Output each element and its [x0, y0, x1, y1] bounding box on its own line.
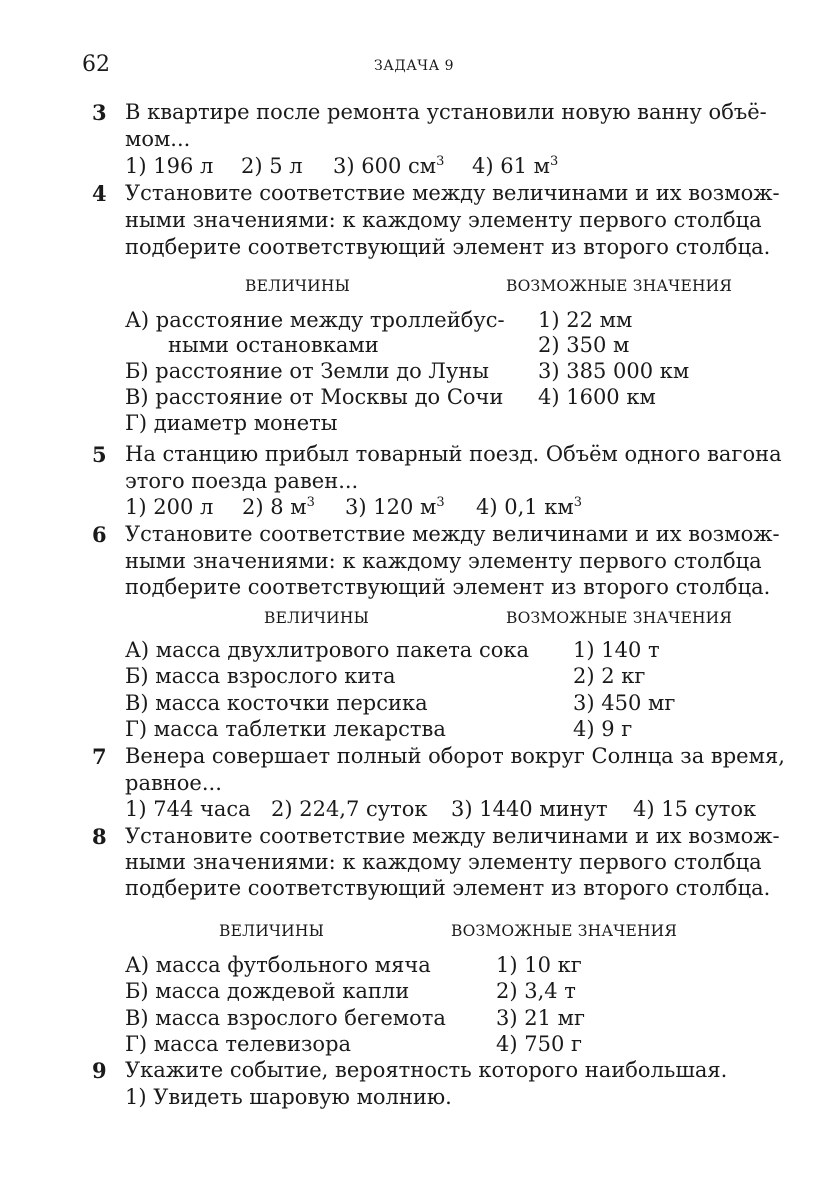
- task-8-left-b: Б) масса дождевой капли: [125, 979, 410, 1003]
- task-4-line-2: ными значениями: к каждому элементу первого столбца: [125, 208, 762, 232]
- task-5-number: 5: [92, 442, 107, 467]
- task-4-col-left-header: ВЕЛИЧИНЫ: [245, 277, 351, 295]
- task-8-col-left-header: ВЕЛИЧИНЫ: [219, 922, 325, 940]
- task-7-number: 7: [92, 744, 107, 769]
- task-6-left-g: Г) масса таблетки лекарства: [125, 717, 446, 741]
- task-5-line-1: На станцию прибыл товарный поезд. Объём одного вагона: [125, 442, 782, 466]
- task-6-right-4: 4) 9 г: [573, 717, 633, 741]
- task-5-option-3: [345, 495, 445, 519]
- task-5-option-3-text: 3) 120 м: [345, 495, 437, 519]
- task-7-option-2: 2) 224,7 суток: [271, 797, 428, 821]
- task-8-number: 8: [92, 824, 107, 849]
- task-4-right-3: 3) 385 000 км: [538, 359, 690, 383]
- task-5-option-4-sup: 3: [573, 495, 583, 510]
- task-9-option-1: 1) Увидеть шаровую молнию.: [125, 1085, 452, 1109]
- task-9-line-1: Укажите событие, вероятность которого наибольшая.: [125, 1058, 728, 1082]
- task-9-number: 9: [92, 1058, 107, 1083]
- task-7-option-3: 3) 1440 минут: [451, 797, 608, 821]
- task-6-number: 6: [92, 522, 107, 547]
- task-5-option-2-sup: 3: [306, 495, 315, 510]
- task-3-number: 3: [92, 100, 107, 125]
- task-5-option-4-text: 4) 0,1 км: [476, 495, 574, 519]
- task-8-col-right-header: ВОЗМОЖНЫЕ ЗНАЧЕНИЯ: [451, 922, 678, 940]
- task-3-option-3-text: 3) 600 см: [333, 154, 437, 178]
- task-6-left-v: В) масса косточки персика: [125, 691, 428, 715]
- task-6-right-3: 3) 450 мг: [573, 691, 676, 715]
- task-8-left-g: Г) масса телевизора: [125, 1032, 352, 1056]
- task-8-line-3: подберите соответствующий элемент из второго столбца.: [125, 876, 771, 900]
- task-6-col-right-header: ВОЗМОЖНЫЕ ЗНАЧЕНИЯ: [506, 609, 733, 627]
- task-4-line-3: подберите соответствующий элемент из второго столбца.: [125, 235, 771, 259]
- task-3-option-2: 2) 5 л: [241, 154, 303, 178]
- task-8-line-2: ными значениями: к каждому элементу первого столбца: [125, 850, 762, 874]
- task-5-line-2: этого поезда равен...: [125, 469, 359, 493]
- task-4-right-1: 1) 22 мм: [538, 308, 633, 332]
- task-6-col-left-header: ВЕЛИЧИНЫ: [264, 609, 370, 627]
- task-4-col-right-header: ВОЗМОЖНЫЕ ЗНАЧЕНИЯ: [506, 277, 733, 295]
- task-5-option-3-sup: 3: [436, 495, 445, 510]
- task-6-line-3: подберите соответствующий элемент из второго столбца.: [125, 575, 771, 599]
- task-3-option-1: 1) 196 л: [125, 154, 214, 178]
- task-8-right-4: 4) 750 г: [496, 1032, 582, 1056]
- task-8-left-a: А) масса футбольного мяча: [125, 953, 431, 977]
- task-6-line-1: Установите соответствие между величинами и их возмож-: [125, 522, 780, 546]
- task-3-line-2: мом...: [125, 127, 191, 151]
- task-8-line-1: Установите соответствие между величинами и их возмож-: [125, 824, 780, 848]
- page-header: ЗАДАЧА 9: [374, 58, 455, 74]
- task-3-option-3-sup: 3: [436, 154, 445, 169]
- task-3-option-4-sup: 3: [549, 154, 559, 169]
- task-4-left-a-cont: ными остановками: [168, 333, 379, 357]
- task-6-right-1: 1) 140 т: [573, 638, 660, 662]
- task-8-left-v: В) масса взрослого бегемота: [125, 1006, 446, 1030]
- task-4-line-1: Установите соответствие между величинами и их возмож-: [125, 181, 780, 205]
- task-4-right-4: 4) 1600 км: [538, 385, 656, 409]
- task-5-option-2-text: 2) 8 м: [242, 495, 307, 519]
- task-3-option-4: [472, 154, 558, 178]
- task-4-left-b: Б) расстояние от Земли до Луны: [125, 359, 490, 383]
- task-5-option-2: [242, 495, 315, 519]
- task-3-option-3: [333, 154, 444, 178]
- task-4-right-2: 2) 350 м: [538, 333, 630, 357]
- task-7-line-1: Венера совершает полный оборот вокруг Солнца за время,: [125, 744, 785, 768]
- task-6-right-2: 2) 2 кг: [573, 664, 646, 688]
- task-4-left-a: А) расстояние между троллейбус-: [125, 308, 505, 332]
- task-8-right-3: 3) 21 мг: [496, 1006, 585, 1030]
- task-7-line-2: равное...: [125, 771, 222, 795]
- task-7-option-1: 1) 744 часа: [125, 797, 251, 821]
- task-6-left-a: А) масса двухлитрового пакета сока: [125, 638, 530, 662]
- task-5-option-1: 1) 200 л: [125, 495, 214, 519]
- task-3-option-4-text: 4) 61 м: [472, 154, 550, 178]
- task-6-line-2: ными значениями: к каждому элементу первого столбца: [125, 549, 762, 573]
- task-8-right-1: 1) 10 кг: [496, 953, 582, 977]
- task-3-line-1: В квартире после ремонта установили новую ванну объё-: [125, 100, 767, 124]
- task-6-left-b: Б) масса взрослого кита: [125, 664, 396, 688]
- task-4-left-v: В) расстояние от Москвы до Сочи: [125, 385, 504, 409]
- task-4-number: 4: [92, 181, 107, 206]
- task-5-option-4: [476, 495, 582, 519]
- task-8-right-2: 2) 3,4 т: [496, 979, 576, 1003]
- page-number: 62: [82, 52, 110, 77]
- task-4-left-g: Г) диаметр монеты: [125, 411, 338, 435]
- task-7-option-4: 4) 15 суток: [633, 797, 757, 821]
